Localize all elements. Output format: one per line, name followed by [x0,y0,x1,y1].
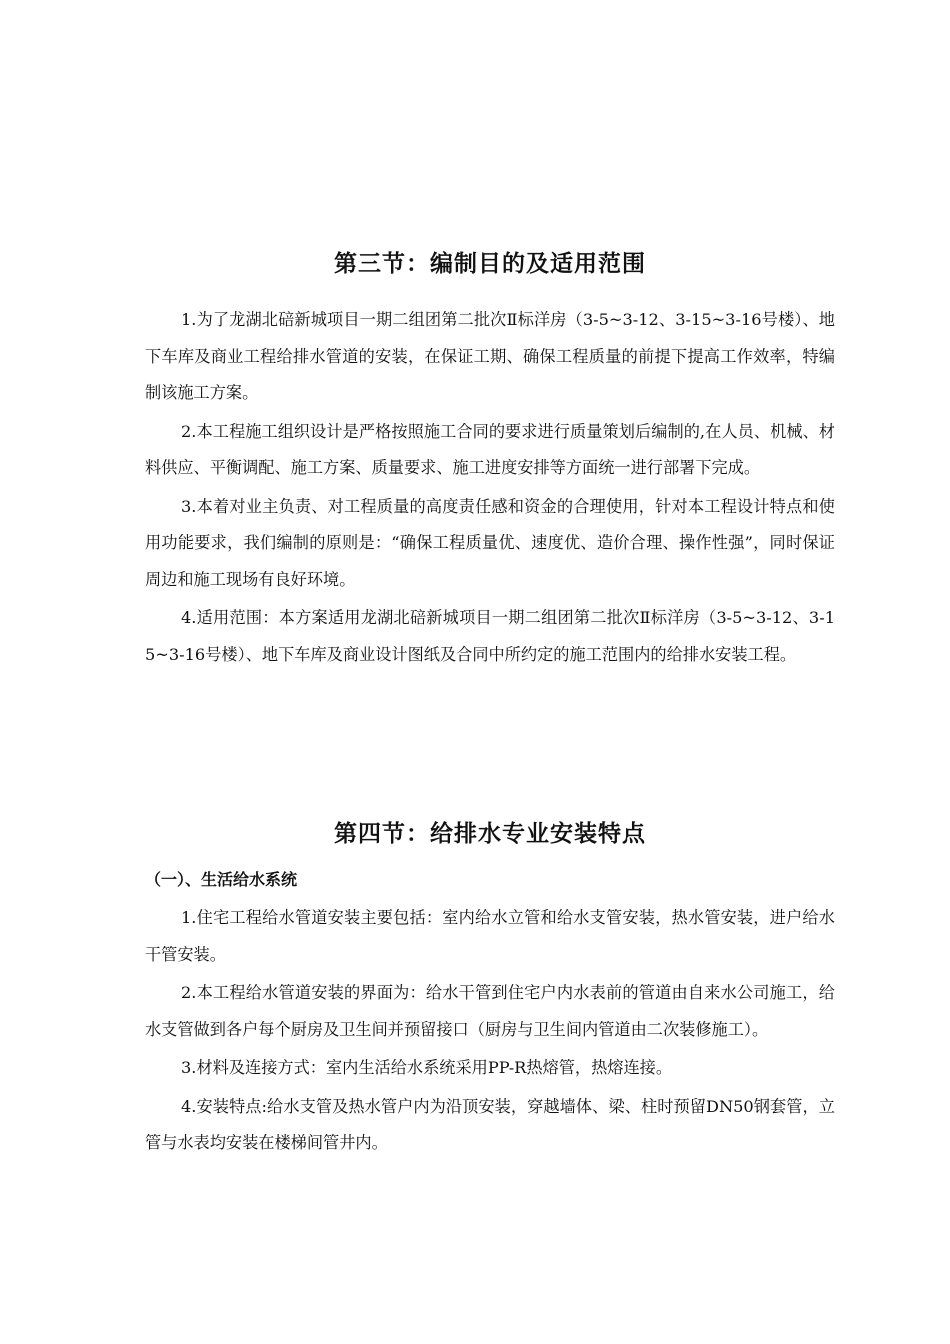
section-4 [145,814,835,1164]
section-3-paragraph-2: 2.本工程施工组织设计是严格按照施工合同的要求进行质量策划后编制的,在人员、机械、材料供应、平衡调配、施工方案、质量要求、施工进度安排等方面统一进行部署下完成。 [145,421,835,477]
section-4-paragraph-3: 3.材料及连接方式：室内生活给水系统采用PP-R热熔管，热熔连接。 [181,1058,673,1077]
section-3 [145,244,835,675]
section-3-title: 第三节：编制目的及适用范围 [334,251,646,277]
section-4-subheading: （一）、生活给水系统 [145,870,298,889]
section-4-paragraph-1: 1.住宅工程给水管道安装主要包括：室内给水立管和给水支管安装，热水管安装，进户给水干管安装。 [145,908,835,964]
section-3-paragraph-3: 3.本着对业主负责、对工程质量的高度责任感和资金的合理使用，针对本工程设计特点和使用功能要求，我们编制的原则是：“确保工程质量优、速度优、造价合理、操作性强”，同时保证周边和施工现场有良好环境。 [145,496,835,589]
section-3-paragraph-1: 1.为了龙湖北碚新城项目一期二组团第二批次Ⅱ标洋房（3-5~3-12、3-15~3-16号楼）、地下车库及商业工程给排水管道的安装，在保证工期、确保工程质量的前提下提高工作效率，特编制该施工方案。 [145,310,835,402]
section-4-title: 第四节：给排水专业安装特点 [334,821,646,847]
section-3-paragraph-4: 4.适用范围：本方案适用龙湖北碚新城项目一期二组团第二批次Ⅱ标洋房（3-5~3-12、3-15~3-16号楼）、地下车库及商业设计图纸及合同中所约定的施工范围内的给排水安装工程。 [145,608,835,664]
section-4-paragraph-2: 2.本工程给水管道安装的界面为：给水干管到住宅户内水表前的管道由自来水公司施工，给水支管做到各户每个厨房及卫生间并预留接口（厨房与卫生间内管道由二次装修施工）。 [145,983,835,1039]
section-4-paragraph-4: 4.安装特点:给水支管及热水管户内为沿顶安装，穿越墙体、梁、柱时预留DN50钢套管，立管与水表均安装在楼梯间管井内。 [145,1096,835,1152]
